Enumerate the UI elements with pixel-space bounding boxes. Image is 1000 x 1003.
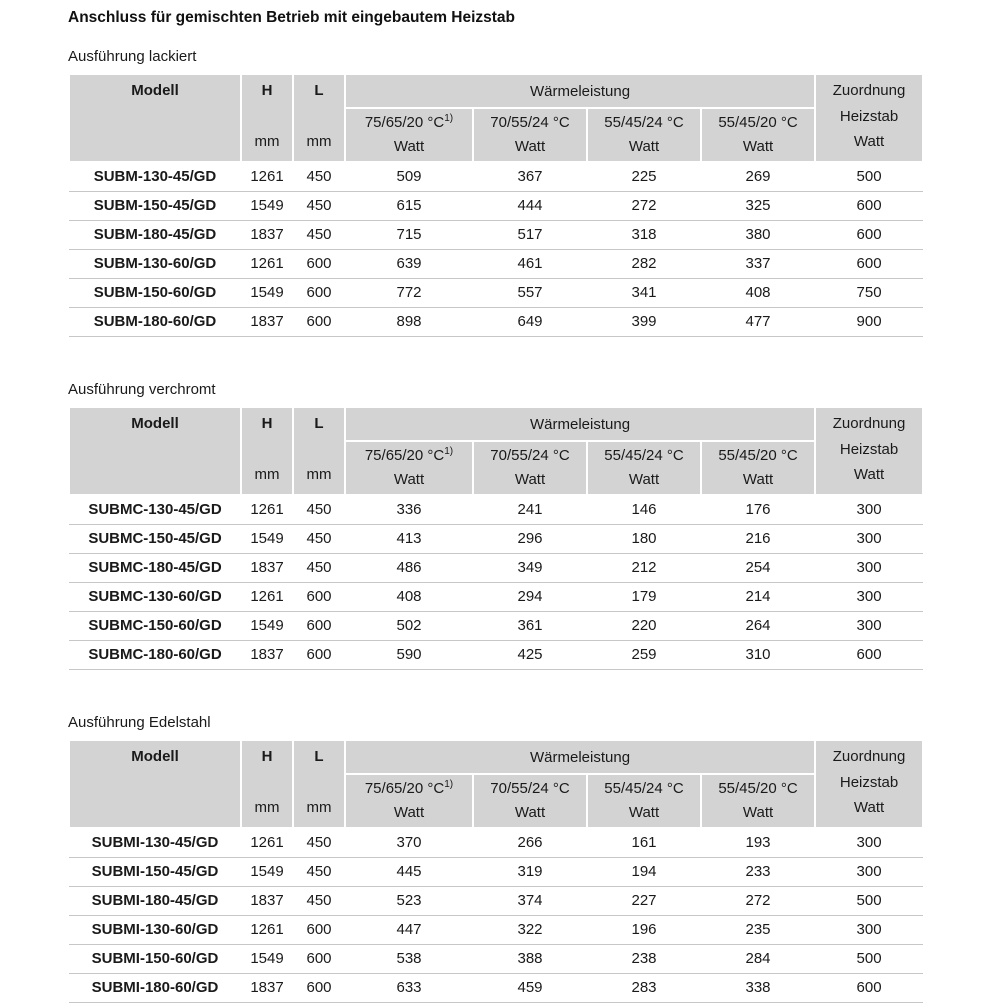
- watt-55-45-24-cell: 341: [587, 279, 701, 308]
- table-row: [69, 162, 923, 192]
- table-row: [69, 250, 923, 279]
- model-cell: SUBMC-180-45/GD: [69, 554, 241, 583]
- zuordnung-label: Zuordnung: [832, 415, 906, 432]
- heizstab-watt-cell: 300: [815, 916, 923, 945]
- watt-55-45-24-cell: 259: [587, 641, 701, 670]
- watt-unit-label: Watt: [628, 138, 660, 155]
- length-mm-cell: 600: [293, 279, 345, 308]
- model-cell: SUBMI-130-45/GD: [69, 828, 241, 858]
- watt-55-45-20-cell: 408: [701, 279, 815, 308]
- height-mm-cell: 1261: [241, 250, 293, 279]
- height-mm-cell: 1837: [241, 887, 293, 916]
- col-header-temp-55-45-20: [701, 774, 815, 828]
- height-mm-cell: 1261: [241, 916, 293, 945]
- col-header-temp-70-55-24: [473, 108, 587, 162]
- col-header-temp-75-65-20: [345, 108, 473, 162]
- watt-75-65-20-cell: 408: [345, 583, 473, 612]
- length-mm-cell: 450: [293, 221, 345, 250]
- table-row: [69, 858, 923, 887]
- watt-75-65-20-cell: 772: [345, 279, 473, 308]
- table-row: [69, 525, 923, 554]
- model-cell: SUBM-180-45/GD: [69, 221, 241, 250]
- watt-unit-label: Watt: [393, 471, 425, 488]
- mm-unit-label: mm: [306, 466, 332, 483]
- watt-55-45-20-cell: 325: [701, 192, 815, 221]
- table-body: [69, 828, 923, 1003]
- watt-55-45-24-cell: 194: [587, 858, 701, 887]
- l-label: L: [314, 748, 324, 765]
- table-body: [69, 495, 923, 670]
- l-label: L: [314, 82, 324, 99]
- watt-55-45-24-cell: 227: [587, 887, 701, 916]
- col-header-temp-55-45-24: [587, 441, 701, 495]
- model-cell: SUBMC-130-45/GD: [69, 495, 241, 525]
- height-mm-cell: 1549: [241, 858, 293, 887]
- length-mm-cell: 600: [293, 583, 345, 612]
- spec-table-section: [68, 48, 932, 337]
- model-cell: SUBMI-130-60/GD: [69, 916, 241, 945]
- watt-unit-label: Watt: [853, 466, 885, 483]
- model-cell: SUBM-130-45/GD: [69, 162, 241, 192]
- h-label: H: [261, 82, 273, 99]
- col-group-waermeleistung: [345, 407, 815, 441]
- col-header-temp-55-45-20: [701, 441, 815, 495]
- temp-label: 55/45/24 °C: [604, 114, 684, 131]
- table-row: [69, 916, 923, 945]
- watt-unit-label: Watt: [853, 799, 885, 816]
- waermeleistung-label: Wärmeleistung: [530, 415, 631, 433]
- table-row: [69, 887, 923, 916]
- watt-75-65-20-cell: 590: [345, 641, 473, 670]
- height-mm-cell: 1837: [241, 221, 293, 250]
- watt-55-45-20-cell: 193: [701, 828, 815, 858]
- watt-55-45-20-cell: 284: [701, 945, 815, 974]
- table-header: [69, 740, 923, 828]
- length-mm-cell: 450: [293, 554, 345, 583]
- watt-70-55-24-cell: 444: [473, 192, 587, 221]
- table-row: [69, 308, 923, 337]
- modell-label: Modell: [131, 415, 179, 432]
- watt-75-65-20-cell: 898: [345, 308, 473, 337]
- watt-75-65-20-cell: 639: [345, 250, 473, 279]
- mm-unit-label: mm: [306, 799, 332, 816]
- col-header-temp-75-65-20: [345, 441, 473, 495]
- length-mm-cell: 600: [293, 916, 345, 945]
- waermeleistung-label: Wärmeleistung: [530, 748, 631, 766]
- col-header-temp-70-55-24: [473, 774, 587, 828]
- model-cell: SUBM-180-60/GD: [69, 308, 241, 337]
- height-mm-cell: 1837: [241, 554, 293, 583]
- table-row: [69, 828, 923, 858]
- col-header-length: [293, 740, 345, 828]
- temp-label: 70/55/24 °C: [490, 447, 570, 464]
- height-mm-cell: 1261: [241, 495, 293, 525]
- watt-70-55-24-cell: 374: [473, 887, 587, 916]
- col-group-waermeleistung: [345, 740, 815, 774]
- model-cell: SUBMI-150-45/GD: [69, 858, 241, 887]
- table-caption: Ausführung verchromt: [68, 381, 216, 398]
- watt-70-55-24-cell: 425: [473, 641, 587, 670]
- watt-75-65-20-cell: 486: [345, 554, 473, 583]
- table-header: [69, 407, 923, 495]
- col-header-height: [241, 74, 293, 162]
- watt-55-45-24-cell: 220: [587, 612, 701, 641]
- heizstab-watt-cell: 300: [815, 495, 923, 525]
- watt-75-65-20-cell: 538: [345, 945, 473, 974]
- length-mm-cell: 600: [293, 612, 345, 641]
- watt-70-55-24-cell: 241: [473, 495, 587, 525]
- length-mm-cell: 600: [293, 945, 345, 974]
- model-cell: SUBM-150-45/GD: [69, 192, 241, 221]
- height-mm-cell: 1549: [241, 612, 293, 641]
- watt-75-65-20-cell: 715: [345, 221, 473, 250]
- watt-55-45-24-cell: 283: [587, 974, 701, 1003]
- table-row: [69, 495, 923, 525]
- height-mm-cell: 1549: [241, 525, 293, 554]
- watt-55-45-20-cell: 216: [701, 525, 815, 554]
- heizstab-watt-cell: 300: [815, 858, 923, 887]
- watt-55-45-24-cell: 161: [587, 828, 701, 858]
- length-mm-cell: 450: [293, 887, 345, 916]
- watt-55-45-24-cell: 225: [587, 162, 701, 192]
- watt-70-55-24-cell: 459: [473, 974, 587, 1003]
- watt-55-45-20-cell: 477: [701, 308, 815, 337]
- page-title: Anschluss für gemischten Betrieb mit eingebautem Heizstab: [68, 9, 516, 26]
- watt-unit-label: Watt: [393, 804, 425, 821]
- height-mm-cell: 1837: [241, 974, 293, 1003]
- modell-label: Modell: [131, 748, 179, 765]
- col-header-length: [293, 74, 345, 162]
- watt-unit-label: Watt: [514, 804, 546, 821]
- watt-70-55-24-cell: 649: [473, 308, 587, 337]
- col-header-modell: [69, 74, 241, 162]
- temp-label: 55/45/20 °C: [718, 114, 798, 131]
- temp-label: 75/65/20 $^\circ C^{1)}$: [364, 779, 454, 797]
- model-cell: SUBMC-180-60/GD: [69, 641, 241, 670]
- col-header-temp-55-45-24: [587, 108, 701, 162]
- table-row: [69, 279, 923, 308]
- model-cell: SUBMI-150-60/GD: [69, 945, 241, 974]
- heizstab-label: Heizstab: [839, 440, 899, 458]
- watt-75-65-20-cell: 370: [345, 828, 473, 858]
- watt-55-45-20-cell: 235: [701, 916, 815, 945]
- watt-55-45-24-cell: 282: [587, 250, 701, 279]
- watt-55-45-24-cell: 212: [587, 554, 701, 583]
- zuordnung-label: Zuordnung: [832, 748, 906, 765]
- heizstab-watt-cell: 300: [815, 583, 923, 612]
- model-cell: SUBMI-180-60/GD: [69, 974, 241, 1003]
- watt-55-45-20-cell: 233: [701, 858, 815, 887]
- heizstab-watt-cell: 300: [815, 525, 923, 554]
- col-header-zuordnung-heizstab: [815, 407, 923, 495]
- watt-70-55-24-cell: 319: [473, 858, 587, 887]
- header-row-groups: [69, 407, 923, 441]
- watt-55-45-20-cell: 338: [701, 974, 815, 1003]
- table-row: [69, 554, 923, 583]
- zuordnung-label: Zuordnung: [832, 82, 906, 99]
- watt-70-55-24-cell: 296: [473, 525, 587, 554]
- temp-label: 55/45/20 °C: [718, 780, 798, 797]
- watt-55-45-20-cell: 176: [701, 495, 815, 525]
- watt-55-45-20-cell: 269: [701, 162, 815, 192]
- temp-label: 70/55/24 °C: [490, 114, 570, 131]
- length-mm-cell: 600: [293, 250, 345, 279]
- length-mm-cell: 450: [293, 858, 345, 887]
- watt-75-65-20-cell: 336: [345, 495, 473, 525]
- col-header-temp-70-55-24: [473, 441, 587, 495]
- temp-label: 55/45/20 °C: [718, 447, 798, 464]
- watt-unit-label: Watt: [514, 471, 546, 488]
- watt-75-65-20-cell: 509: [345, 162, 473, 192]
- mm-unit-label: mm: [254, 799, 280, 816]
- col-header-length: [293, 407, 345, 495]
- table-row: [69, 945, 923, 974]
- temp-label: 55/45/24 °C: [604, 780, 684, 797]
- h-label: H: [261, 415, 273, 432]
- tables-container: [68, 48, 932, 1003]
- watt-unit-label: Watt: [393, 138, 425, 155]
- heizstab-watt-cell: 300: [815, 612, 923, 641]
- heizstab-label: Heizstab: [839, 107, 899, 125]
- spec-table-section: [68, 381, 932, 670]
- watt-70-55-24-cell: 367: [473, 162, 587, 192]
- watt-75-65-20-cell: 445: [345, 858, 473, 887]
- model-cell: SUBM-150-60/GD: [69, 279, 241, 308]
- watt-70-55-24-cell: 557: [473, 279, 587, 308]
- length-mm-cell: 600: [293, 308, 345, 337]
- length-mm-cell: 450: [293, 525, 345, 554]
- height-mm-cell: 1261: [241, 583, 293, 612]
- watt-55-45-24-cell: 196: [587, 916, 701, 945]
- watt-55-45-20-cell: 254: [701, 554, 815, 583]
- watt-55-45-20-cell: 214: [701, 583, 815, 612]
- table-row: [69, 641, 923, 670]
- height-mm-cell: 1837: [241, 308, 293, 337]
- footnote-marker: 1): [444, 113, 454, 124]
- table-row: [69, 221, 923, 250]
- watt-55-45-20-cell: 264: [701, 612, 815, 641]
- watt-75-65-20-cell: 447: [345, 916, 473, 945]
- watt-unit-label: Watt: [742, 804, 774, 821]
- watt-70-55-24-cell: 266: [473, 828, 587, 858]
- watt-unit-label: Watt: [514, 138, 546, 155]
- watt-70-55-24-cell: 361: [473, 612, 587, 641]
- col-header-modell: [69, 740, 241, 828]
- mm-unit-label: mm: [254, 466, 280, 483]
- heizstab-watt-cell: 600: [815, 250, 923, 279]
- watt-55-45-24-cell: 146: [587, 495, 701, 525]
- table-caption: Ausführung Edelstahl: [68, 714, 211, 731]
- table-row: [69, 583, 923, 612]
- watt-70-55-24-cell: 517: [473, 221, 587, 250]
- height-mm-cell: 1549: [241, 192, 293, 221]
- mm-unit-label: mm: [306, 133, 332, 150]
- watt-75-65-20-cell: 615: [345, 192, 473, 221]
- watt-55-45-24-cell: 318: [587, 221, 701, 250]
- watt-55-45-20-cell: 337: [701, 250, 815, 279]
- watt-70-55-24-cell: 388: [473, 945, 587, 974]
- col-header-height: [241, 740, 293, 828]
- model-cell: SUBMC-150-60/GD: [69, 612, 241, 641]
- watt-70-55-24-cell: 349: [473, 554, 587, 583]
- watt-unit-label: Watt: [742, 138, 774, 155]
- heizstab-watt-cell: 500: [815, 162, 923, 192]
- watt-55-45-24-cell: 179: [587, 583, 701, 612]
- height-mm-cell: 1261: [241, 828, 293, 858]
- watt-55-45-20-cell: 272: [701, 887, 815, 916]
- length-mm-cell: 600: [293, 641, 345, 670]
- col-header-temp-75-65-20: [345, 774, 473, 828]
- mm-unit-label: mm: [254, 133, 280, 150]
- watt-55-45-20-cell: 310: [701, 641, 815, 670]
- table-row: [69, 192, 923, 221]
- table-caption: Ausführung lackiert: [68, 48, 197, 65]
- heizstab-watt-cell: 300: [815, 554, 923, 583]
- col-group-waermeleistung: [345, 74, 815, 108]
- height-mm-cell: 1549: [241, 945, 293, 974]
- watt-unit-label: Watt: [853, 133, 885, 150]
- heizstab-watt-cell: 600: [815, 974, 923, 1003]
- header-row-groups: [69, 74, 923, 108]
- watt-75-65-20-cell: 413: [345, 525, 473, 554]
- model-cell: SUBMC-150-45/GD: [69, 525, 241, 554]
- spec-table-section: [68, 714, 932, 1003]
- temp-label: 75/65/20 $^\circ C^{1)}$: [364, 113, 454, 131]
- spec-table: [68, 739, 924, 1003]
- watt-75-65-20-cell: 633: [345, 974, 473, 1003]
- watt-unit-label: Watt: [742, 471, 774, 488]
- temp-label: 55/45/24 °C: [604, 447, 684, 464]
- spec-table: [68, 73, 924, 337]
- length-mm-cell: 450: [293, 495, 345, 525]
- watt-70-55-24-cell: 461: [473, 250, 587, 279]
- heizstab-watt-cell: 500: [815, 945, 923, 974]
- model-cell: SUBMC-130-60/GD: [69, 583, 241, 612]
- watt-75-65-20-cell: 502: [345, 612, 473, 641]
- heizstab-watt-cell: 900: [815, 308, 923, 337]
- watt-55-45-24-cell: 399: [587, 308, 701, 337]
- table-body: [69, 162, 923, 337]
- col-header-zuordnung-heizstab: [815, 740, 923, 828]
- heizstab-watt-cell: 600: [815, 221, 923, 250]
- model-cell: SUBMI-180-45/GD: [69, 887, 241, 916]
- table-row: [69, 974, 923, 1003]
- height-mm-cell: 1261: [241, 162, 293, 192]
- waermeleistung-label: Wärmeleistung: [530, 82, 631, 100]
- table-row: [69, 612, 923, 641]
- heizstab-label: Heizstab: [839, 773, 899, 791]
- length-mm-cell: 600: [293, 974, 345, 1003]
- modell-label: Modell: [131, 82, 179, 99]
- col-header-height: [241, 407, 293, 495]
- footnote-marker: 1): [444, 446, 454, 457]
- length-mm-cell: 450: [293, 162, 345, 192]
- col-header-modell: [69, 407, 241, 495]
- col-header-temp-55-45-24: [587, 774, 701, 828]
- col-header-temp-55-45-20: [701, 108, 815, 162]
- length-mm-cell: 450: [293, 828, 345, 858]
- watt-unit-label: Watt: [628, 471, 660, 488]
- temp-label: 70/55/24 °C: [490, 780, 570, 797]
- height-mm-cell: 1837: [241, 641, 293, 670]
- watt-55-45-24-cell: 272: [587, 192, 701, 221]
- spec-table: [68, 406, 924, 670]
- watt-75-65-20-cell: 523: [345, 887, 473, 916]
- heizstab-watt-cell: 600: [815, 192, 923, 221]
- footnote-marker: 1): [444, 779, 454, 790]
- table-header: [69, 74, 923, 162]
- heizstab-watt-cell: 750: [815, 279, 923, 308]
- heizstab-watt-cell: 500: [815, 887, 923, 916]
- h-label: H: [261, 748, 273, 765]
- watt-55-45-24-cell: 180: [587, 525, 701, 554]
- temp-label: 75/65/20 $^\circ C^{1)}$: [364, 446, 454, 464]
- watt-unit-label: Watt: [628, 804, 660, 821]
- model-cell: SUBM-130-60/GD: [69, 250, 241, 279]
- height-mm-cell: 1549: [241, 279, 293, 308]
- heizstab-watt-cell: 600: [815, 641, 923, 670]
- col-header-zuordnung-heizstab: [815, 74, 923, 162]
- watt-70-55-24-cell: 322: [473, 916, 587, 945]
- watt-55-45-24-cell: 238: [587, 945, 701, 974]
- watt-70-55-24-cell: 294: [473, 583, 587, 612]
- heizstab-watt-cell: 300: [815, 828, 923, 858]
- header-row-groups: [69, 740, 923, 774]
- watt-55-45-20-cell: 380: [701, 221, 815, 250]
- length-mm-cell: 450: [293, 192, 345, 221]
- l-label: L: [314, 415, 324, 432]
